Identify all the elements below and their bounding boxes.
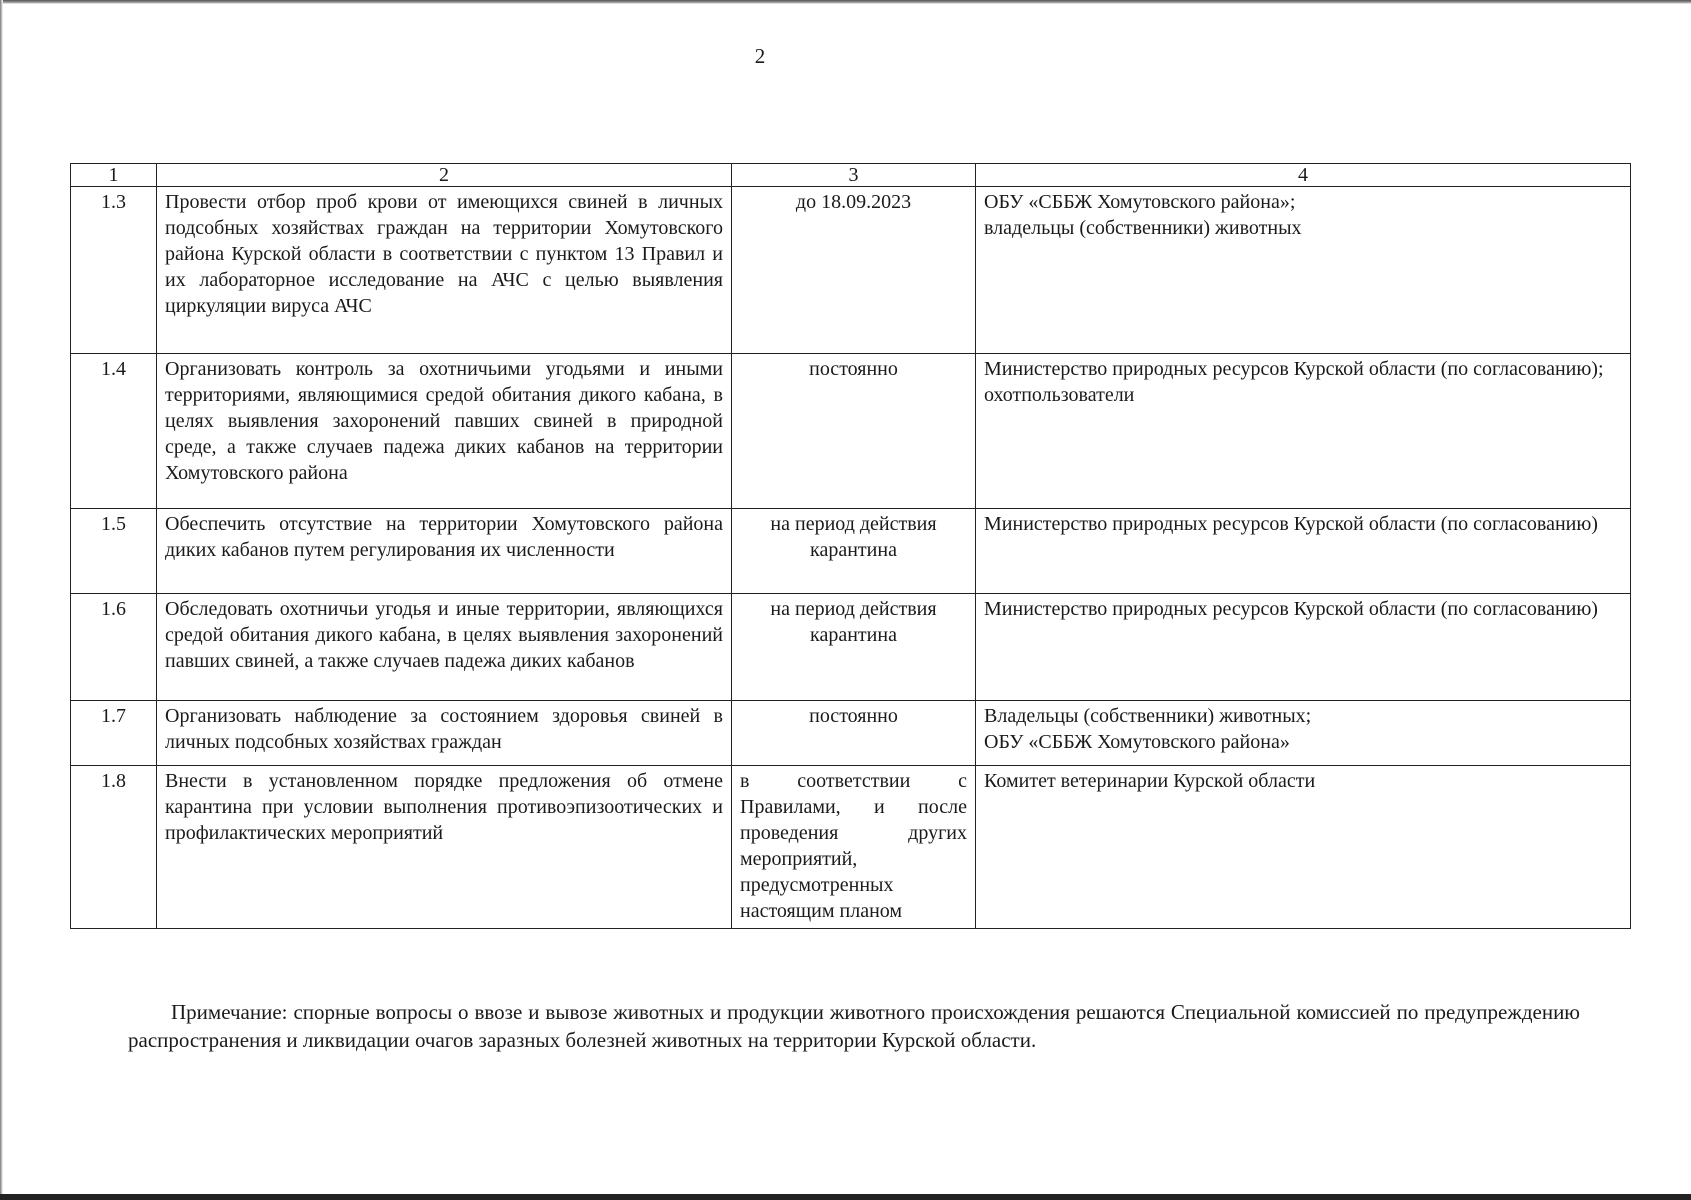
row-number: 1.7 [71,701,157,766]
row-executor: Комитет ветеринарии Курской области [976,766,1631,929]
row-number: 1.6 [71,594,157,701]
row-term: постоянно [732,701,976,766]
row-executor: Министерство природных ресурсов Курской области (по согласованию) [976,509,1631,594]
row-number: 1.5 [71,509,157,594]
row-term: в соответствии с Правилами, и после проведения других мероприятий, предусмотренных настоящим планом [732,766,976,929]
row-action: Организовать контроль за охотничьими угодьями и иными территориями, являющимися средой обитания дикого кабана, в целях выявления захоронений павших свиней в природной среде, а также случаев падежа диких кабанов на территории Хомутовского района [157,354,732,509]
row-number: 1.3 [71,187,157,354]
table-row [71,701,1631,766]
scan-edge-top [0,0,1691,4]
row-executor: Министерство природных ресурсов Курской области (по согласованию) [976,594,1631,701]
row-executor: ОБУ «СББЖ Хомутовского района»; владельцы (собственники) животных [976,187,1631,354]
row-term: на период действия карантина [732,594,976,701]
row-action: Обеспечить отсутствие на территории Хомутовского района диких кабанов путем регулирования их численности [157,509,732,594]
scan-edge-left [0,0,3,1200]
table-row [71,766,1631,929]
table-row [71,354,1631,509]
header-cell-term: 3 [732,164,976,187]
page-number: 2 [754,44,766,68]
row-executor: Владельцы (собственники) животных; ОБУ «СББЖ Хомутовского района» [976,701,1631,766]
table-row [71,509,1631,594]
row-action: Организовать наблюдение за состоянием здоровья свиней в личных подсобных хозяйствах граждан [157,701,732,766]
table-row [71,594,1631,701]
header-cell-executor: 4 [976,164,1631,187]
row-number: 1.4 [71,354,157,509]
row-term: до 18.09.2023 [732,187,976,354]
header-cell-num: 1 [71,164,157,187]
note-paragraph: Примечание: спорные вопросы о ввозе и вывозе животных и продукции животного происхождения решаются Специальной комиссией по предупреждению распространения и ликвидации очагов заразных болезней животных на территории Курской области. [128,1000,1580,1052]
header-cell-action: 2 [157,164,732,187]
scan-edge-bottom [0,1194,1691,1200]
row-executor: Министерство природных ресурсов Курской области (по согласованию); охотпользователи [976,354,1631,509]
measures-table [70,163,1631,929]
row-action: Провести отбор проб крови от имеющихся свиней в личных подсобных хозяйствах граждан на территории Хомутовского района Курской области в соответствии с пунктом 13 Правил и их лабораторное исследование на АЧС с целью выявления циркуляции вируса АЧС [157,187,732,354]
row-term: постоянно [732,354,976,509]
table-row [71,187,1631,354]
table-header-row [71,164,1631,187]
row-action: Внести в установленном порядке предложения об отмене карантина при условии выполнения противоэпизоотических и профилактических мероприятий [157,766,732,929]
row-action: Обследовать охотничьи угодья и иные территории, являющихся средой обитания дикого кабана, в целях выявления захоронений павших свиней, а также случаев падежа диких кабанов [157,594,732,701]
row-term: на период действия карантина [732,509,976,594]
row-number: 1.8 [71,766,157,929]
